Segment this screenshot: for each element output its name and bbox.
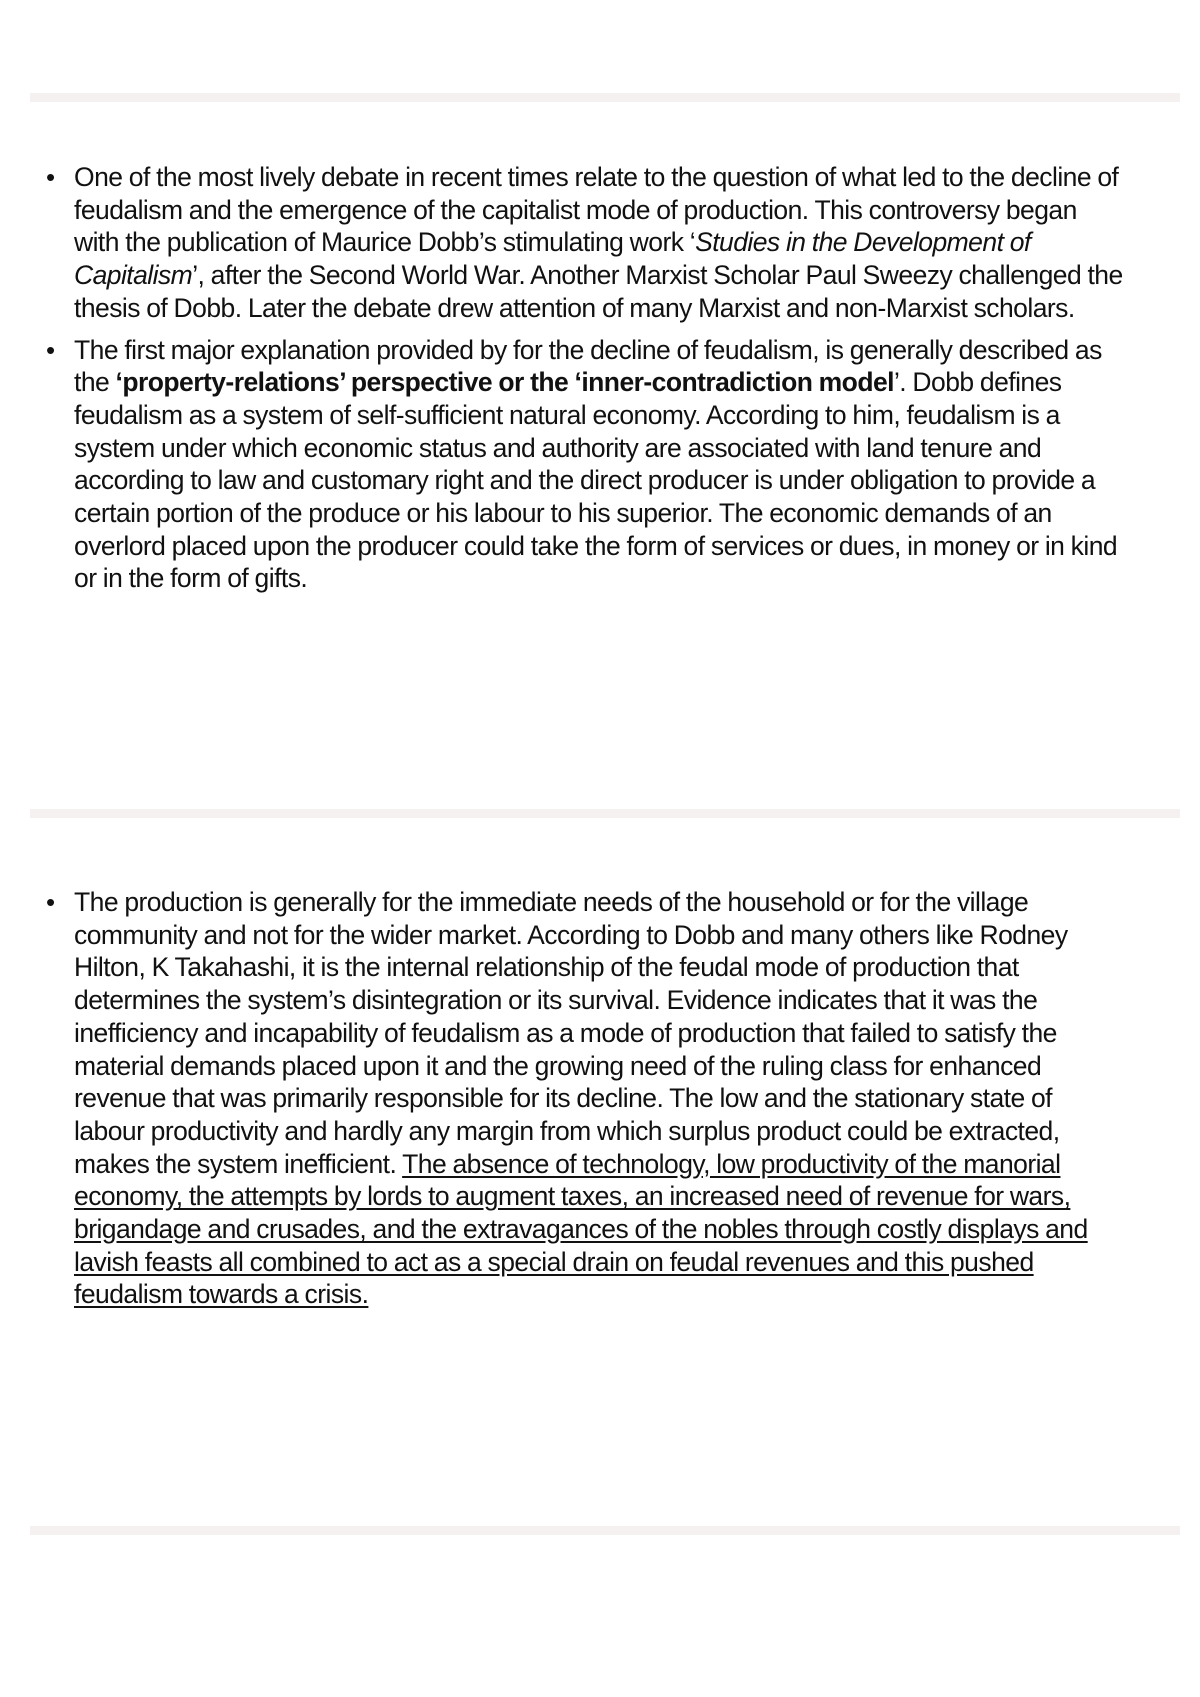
bullet-icon: •: [46, 887, 55, 917]
emphasis-text: ‘property-relations’ perspective or the ‘inner-contradiction model: [115, 367, 894, 398]
bullet-item: [44, 886, 1124, 1311]
bullet-list: [44, 161, 1124, 595]
bullet-icon: •: [46, 334, 55, 365]
text-run: The first major explanation provided by for the decline of feudalism, is generally described as the: [74, 334, 1102, 398]
paragraph-text: [74, 887, 1088, 1309]
page-divider-top: [30, 93, 1180, 102]
page-divider-bottom: [30, 1526, 1180, 1535]
text-run: The production is generally for the immediate needs of the household or for the village community and not for the wider market. According to Dobb and many others like Rodney Hilton, K Takahashi, it is the internal relationship of the feudal mode of production that determines the system’s disintegration or its survival. Evidence indicates that it was the inefficiency and incapability of feudalism as a mode of production that failed to satisfy the material demands placed upon it and the growing need of the ruling class for enhanced revenue that was primarily responsible for its decline. The low and the stationary state of labour productivity and hardly any margin from which surplus product could be extracted, makes the system inefficient.: [74, 887, 1068, 1179]
text-run: ’. Dobb defines feudalism as a system of self-sufficient natural economy. According to him, feudalism is a system under which economic status and authority are associated with land tenure and according to law and customary right and the direct producer is under obligation to provide a certain portion of the produce or his labour to his superior. The economic demands of an overlord placed upon the producer could take the form of services or dues, in money or in kind or in the form of gifts.: [74, 367, 1118, 594]
paragraph-text: [74, 335, 1117, 594]
underlined-text: The absence of technology, low productivity of the manorial economy, the attempts by lords to augment taxes, an increased need of revenue for wars, brigandage and crusades, and the extravagances of the nobles through costly displays and lavish feasts all combined to act as a special drain on feudal revenues and this pushed feudalism towards a crisis.: [74, 1148, 1088, 1310]
text-run: One of the most lively debate in recent times relate to the question of what led to the decline of feudalism and the emergence of the capitalist mode of production. This controversy began with the publication of Maurice Dobb’s stimulating work ‘: [74, 162, 1119, 258]
bullet-item: [44, 334, 1124, 596]
bullet-list: [44, 886, 1124, 1311]
page-divider-middle: [30, 809, 1180, 818]
slide-2: [44, 886, 1124, 1320]
book-title: Studies in the Development of Capitalism: [74, 227, 1031, 291]
text-run: ’, after the Second World War. Another Marxist Scholar Paul Sweezy challenged the thesis of Dobb. Later the debate drew attention of many Marxist and non-Marxist scholars.: [74, 260, 1123, 323]
paragraph-text: [74, 162, 1123, 323]
bullet-item: [44, 161, 1124, 325]
slide-1: [44, 161, 1124, 604]
bullet-icon: •: [46, 162, 55, 192]
